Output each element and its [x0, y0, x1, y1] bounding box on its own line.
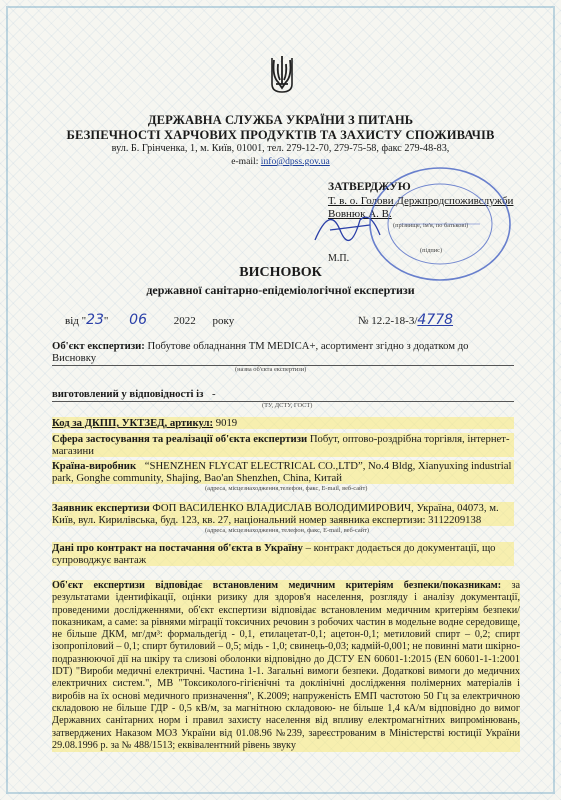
contract-value: – контракт додається до документації, що супроводжує вантаж — [52, 542, 496, 567]
country-value: “SHENZHEN FLYCAT ELECTRICAL CO.,LTD”, No.4 Bldg, Xianyuxing industrial park, Gonghe community, Shajing, Bao'an Shenzhen, China, Китай — [52, 460, 512, 485]
date-prefix: від " — [65, 315, 87, 327]
sphere-label: Сфера застосування та реалізації об'єкта експертизи — [52, 433, 308, 445]
number-handwritten: 4778 — [417, 312, 454, 328]
object-label: Об'єкт експертизи: — [52, 340, 145, 352]
country-label: Країна-виробник — [52, 460, 137, 472]
approval-position: Т. в. о. Голови Держпродспоживслужби — [328, 195, 514, 207]
applicant-value: ФОП ВАСИЛЕНКО ВЛАДИСЛАВ ВОЛОДИМИРОВИЧ, Україна, 04073, м. Київ, вул. Кирилівська, буд. 123, кв. 27, національний номер заявника експертизи: 3112209138 — [52, 502, 499, 527]
applicant-field — [52, 502, 514, 526]
country-caption: (адреса, місцезнаходження,телефон, факс, E-mail, веб-сайт) — [205, 485, 368, 492]
date-year-suffix: року — [212, 315, 235, 327]
trident-emblem-icon — [268, 54, 296, 94]
made-value: - — [212, 388, 216, 400]
document-number — [358, 312, 453, 328]
contract-field — [52, 542, 514, 566]
code-label: Код за ДКПП, УКТЗЕД, артикул: — [52, 417, 214, 429]
applicant-caption: (адреса, місцезнаходження, телефон, факс, E-mail, веб-сайт) — [205, 527, 369, 534]
applicant-label: Заявник експертизи — [52, 502, 150, 514]
object-value: Побутове обладнання ТМ MEDICA+, асортимент згідно з додатком до Висновку — [52, 340, 469, 365]
date-line: від "23" 06 2022 року — [65, 312, 235, 328]
country-field — [52, 460, 514, 484]
document-title: ВИСНОВОК — [239, 265, 322, 280]
email-link[interactable]: info@dpss.gov.ua — [260, 156, 330, 167]
date-day: 23 — [86, 312, 104, 328]
approval-title: ЗАТВЕРДЖУЮ — [328, 181, 411, 193]
made-caption: (ТУ, ДСТУ, ГОСТ) — [262, 402, 313, 409]
made-field — [52, 388, 514, 400]
code-field — [52, 417, 514, 429]
conclusion-lead: Об'єкт експертизи відповідає встановленим медичним критеріям безпеки/показникам: — [52, 580, 502, 591]
made-label: виготовлений у відповідності із — [52, 388, 204, 400]
object-caption: (назва об'єкта експертизи) — [235, 366, 307, 373]
date-year: 2022 — [173, 315, 196, 327]
agency-address: вул. Б. Грінченка, 1, м. Київ, 01001, тел. 279-12-70, 279-75-58, факс 279-48-83, — [111, 143, 450, 154]
agency-name-line1: ДЕРЖАВНА СЛУЖБА УКРАЇНИ З ПИТАНЬ — [147, 113, 414, 127]
document-subtitle: державної санітарно-епідеміологічної експертизи — [146, 283, 415, 297]
approval-name: Вовнюк А. В. — [328, 208, 392, 220]
approval-name-caption: (прізвище, ім'я, по батькові) — [393, 222, 469, 229]
conclusion-body — [52, 580, 520, 752]
sphere-field — [52, 433, 514, 457]
agency-name-line2: БЕЗПЕЧНОСТІ ХАРЧОВИХ ПРОДУКТІВ ТА ЗАХИСТУ СПОЖИВАЧІВ — [66, 128, 495, 142]
conclusion-text: за результатами ідентифікації, оцінки ризику для здоров'я населення, розгляду і аналізу документації, проведеними дослідженнями, об'єкт експертизи відповідає встановленим медичним критеріям безпеки/показникам, а саме: за рівнями міграції токсичних речовин з робочих частин в модельне водне середовище, не більше ДКМ, мг/дм³: формальдегід - 0,1, етилацетат-0,1; ацетон-0,1; метиловий спирт – 0,2; спирт ізопропіловий – 0,1; спирт бутиловий – 0,5; мідь - 1,0; свинець-0,03; кадмій-0,001; не повинні мати шкірно-подразнюючої дії на шкіру та слизові оболонки відповідно до ДСТУ EN 60601-1:2015 (EN 60601-1-1:2001 IDT) "Вироби медичні електричні. Частина 1-1. Загальні вимоги безпеки. Додаткові вимоги до медичних електричних систем.", МВ "Токсиколого-гігієнічні та доклінічні дослідження полімерних матеріалів і виробів на їх основі медичного призначення", К.2009; напруженість ЕМП частотою 50 Гц за електричною складовою не більше ГДР - 0,5 кВ/м, за магнітною складовою- не більше 1,4 кА/м відповідно до вимог Державних санітарних норм і правил захисту населення від впливу електромагнітних випромінювань, затверджених Наказом МОЗ України від 01.08.96 №239, зареєстрованим в Міністерстві юстиції України 29.08.1996 р. за № 488/1513; еквівалентний рівень звуку — [52, 580, 521, 751]
object-field — [52, 340, 514, 364]
email-label: e-mail: — [231, 156, 259, 167]
code-value: 9019 — [215, 417, 238, 429]
date-month: 06 — [129, 312, 147, 328]
signature-caption: (підпис) — [420, 247, 443, 254]
stamp-mark-label: М.П. — [328, 253, 350, 264]
contract-label: Дані про контракт на постачання об'єкта в Україну — [52, 542, 303, 554]
sphere-value: Побут, оптово-роздрібна торгівля, інтернет-магазини — [52, 433, 510, 458]
number-prefix: № 12.2-18-3/ — [358, 315, 418, 327]
